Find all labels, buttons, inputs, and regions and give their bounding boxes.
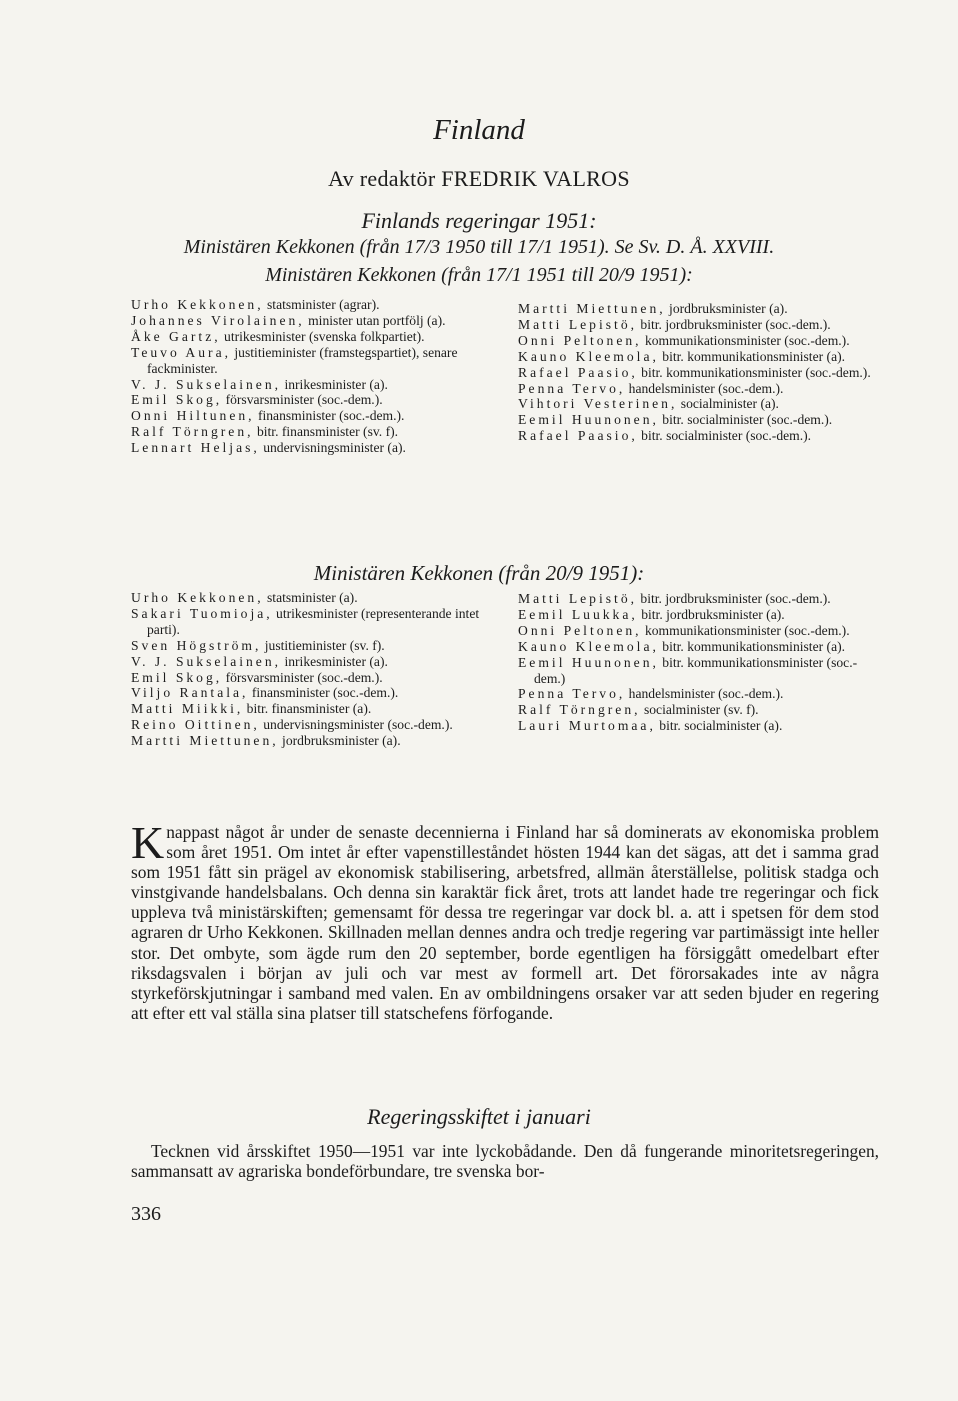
minister-name: Martti Miettunen, [518,301,666,316]
minister-role: finansminister (soc.-dem.). [254,408,405,424]
minister-entry [131,424,494,440]
ministry-jan-heading: Ministären Kekkonen (från 17/1 1951 till 20/9 1951): [265,264,693,286]
minister-entry [131,606,494,638]
minister-name: V. J. Sukselainen, [131,376,282,392]
minister-entry [518,317,881,333]
minister-role: bitr. socialminister (soc.-dem.). [637,428,812,444]
minister-name: Eemil Luukka, [518,606,638,622]
minister-name: V. J. Sukselainen, [131,653,282,669]
minister-entry [131,654,494,670]
ministry-note: Ministären Kekkonen (från 17/3 1950 till 17/1 1951). Se Sv. D. Å. XXVIII. [183,236,775,258]
minister-role: socialminister (a). [677,396,779,412]
minister-name: Ralf Törngren, [131,424,254,440]
minister-role: inrikesminister (a). [281,376,388,392]
minister-role: bitr. jordbruksminister (soc.-dem.). [637,591,831,606]
minister-role: justitieminister (sv. f). [261,637,385,653]
subheading: Regeringsskiftet i januari [367,1104,591,1129]
minister-role: handelsminister (soc.-dem.). [625,380,784,396]
minister-name: Emil Skog, [131,392,223,408]
page-title: Finland [433,114,525,146]
minister-name: Ralf Törngren, [518,702,641,718]
minister-role: försvarsminister (soc.-dem.). [222,392,383,408]
ministry-sep-left-column [131,590,494,749]
minister-entry [131,377,494,393]
minister-role: statsminister (agrar). [263,297,380,312]
minister-name: Kauno Kleemola, [518,348,659,364]
minister-role: bitr. jordbruksminister (a). [637,606,785,622]
minister-entry [518,686,881,702]
minister-name: Onni Peltonen, [518,332,642,348]
minister-role: bitr. kommunikationsminister (a). [658,348,846,364]
minister-role: socialminister (sv. f). [640,702,759,718]
minister-role: bitr. kommunikationsminister (a). [658,638,846,654]
minister-entry [131,701,494,717]
minister-role: statsminister (a). [263,590,358,605]
minister-entry [131,670,494,686]
minister-name: Åke Gartz, [131,328,221,344]
minister-role: bitr. kommunikationsminister (soc.-dem.) [534,654,858,686]
minister-role: kommunikationsminister (soc.-dem.). [641,622,850,638]
minister-role: bitr. kommunikationsminister (soc.-dem.). [637,364,871,380]
minister-name: Vihtori Vesterinen, [518,396,678,412]
minister-name: Penna Tervo, [518,686,626,702]
minister-entry [518,381,881,397]
minister-name: Teuvo Aura, [131,344,231,360]
minister-role: justitieminister (framstegspartiet), senare fackminister. [147,344,458,376]
minister-entry [518,412,881,428]
minister-entry [131,313,494,329]
minister-role: finansminister (soc.-dem.). [248,685,399,701]
minister-name: Eemil Huunonen, [518,412,659,428]
minister-role: jordbruksminister (a). [278,733,401,749]
minister-role: bitr. finansminister (sv. f). [253,424,399,440]
minister-entry [518,333,881,349]
minister-name: Onni Peltonen, [518,622,642,638]
ministry-jan-right-column [518,301,881,444]
minister-role: utrikesminister (representerande intet parti). [147,605,480,637]
minister-name: Penna Tervo, [518,380,626,396]
byline: Av redaktör FREDRIK VALROS [328,166,630,191]
minister-role: undervisningsminister (a). [259,440,406,456]
minister-role: försvarsminister (soc.-dem.). [222,669,383,685]
minister-entry [518,702,881,718]
minister-entry [518,718,881,734]
minister-name: Lauri Murtomaa, [518,718,656,734]
minister-name: Matti Miikki, [131,701,244,717]
minister-name: Martti Miettunen, [131,733,279,749]
ministry-jan-left-column [131,297,494,456]
minister-role: undervisningsminister (soc.-dem.). [259,717,453,733]
minister-name: Emil Skog, [131,669,223,685]
minister-role: bitr. finansminister (a). [243,701,372,717]
minister-entry [131,392,494,408]
minister-role: utrikesminister (svenska folkpartiet). [220,328,425,344]
minister-name: Matti Lepistö, [518,591,638,606]
minister-entry [518,639,881,655]
minister-role: kommunikationsminister (soc.-dem.). [641,332,850,348]
section-heading: Finlands regeringar 1951: [361,208,597,233]
minister-role: inrikesminister (a). [281,653,388,669]
second-paragraph: Tecknen vid årsskiftet 1950—1951 var inte lyckobådande. Den då fungerande minoritetsregeringen, sammansatt av agrariska bondeförbundare, tre svenska bor- [131,1141,879,1182]
minister-name: Johannes Virolainen, [131,312,305,328]
minister-role: bitr. jordbruksminister (soc.-dem.). [637,316,831,332]
minister-entry [131,733,494,749]
intro-paragraph [131,817,879,1023]
minister-name: Rafael Paasio, [518,364,638,380]
minister-entry [131,345,494,377]
minister-entry [518,655,881,687]
minister-name: Reino Oittinen, [131,717,260,733]
minister-name: Eemil Huunonen, [518,654,659,670]
ministry-sep-right-column [518,591,881,734]
minister-entry [131,408,494,424]
minister-entry [518,396,881,412]
drop-cap: K [131,817,165,868]
minister-role: jordbruksminister (a). [665,301,788,316]
minister-entry [131,440,494,456]
minister-entry [131,297,494,313]
minister-name: Sven Högström, [131,637,262,653]
minister-entry [518,607,881,623]
minister-entry [131,685,494,701]
minister-entry [518,349,881,365]
minister-entry [518,623,881,639]
minister-role: bitr. socialminister (a). [655,718,783,734]
minister-role: handelsminister (soc.-dem.). [625,686,784,702]
minister-entry [131,329,494,345]
minister-entry [131,717,494,733]
minister-name: Onni Hiltunen, [131,408,255,424]
minister-name: Matti Lepistö, [518,316,638,332]
minister-name: Lennart Heljas, [131,440,260,456]
minister-entry [518,428,881,444]
intro-paragraph-text: nappast något år under de senaste decennierna i Finland har så dominerats av ekonomiska problem som året 1951. Om intet år efter vapenstilleståndet hösten 1944 kan det sägas, att det i samma grad som 1951 fått sin prägel av ekonomisk stabilisering, arbetsfred, allmän återställelse, politisk stadga och vinstgivande handelsbalans. Och denna sin karaktär fick året, trots att landet hade tre regeringar och fick uppleva två ministärskiften; gemensamt för dessa tre regeringar var dock bl. a. att i spetsen för dem stod agraren dr Urho Kekkonen. Skillnaden mellan dennes andra och tredje regering var partimässigt inte heller stor. Det ombyte, som ägde rum den 20 september, borde egentligen ha försiggått omedelbart efter riksdagsvalen i början av juli och var mest av formell art. Det förorsakades inte av några styrkeförskjutningar i samband med valen. En av ombildningens orsaker var att seden bjuder en regering att efter ett val ställa sina platser till statschefens förfogande. [131,822,879,1023]
minister-entry [518,365,881,381]
minister-entry [518,591,881,607]
minister-name: Urho Kekkonen, [131,297,264,312]
minister-entry [131,590,494,606]
page-number: 336 [131,1203,161,1225]
minister-entry [131,638,494,654]
minister-name: Rafael Paasio, [518,428,638,444]
minister-name: Urho Kekkonen, [131,590,264,605]
minister-name: Kauno Kleemola, [518,638,659,654]
minister-role: bitr. socialminister (soc.-dem.). [658,412,833,428]
minister-role: minister utan portfölj (a). [304,312,446,328]
minister-name: Sakari Tuomioja, [131,605,273,621]
ministry-sep-heading: Ministären Kekkonen (från 20/9 1951): [313,561,645,585]
minister-entry [518,301,881,317]
minister-name: Viljo Rantala, [131,685,249,701]
